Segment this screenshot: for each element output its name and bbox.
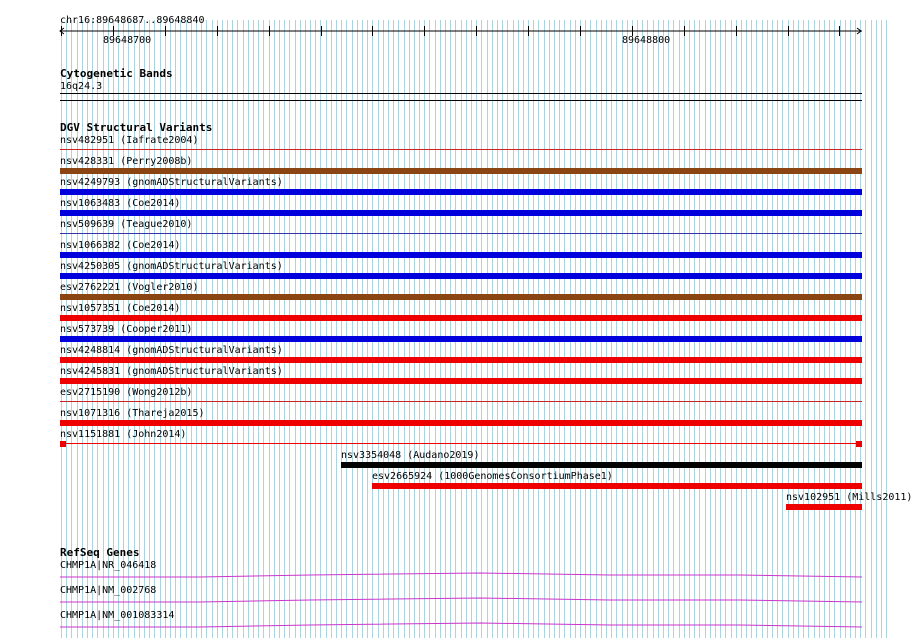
variant-label: nsv1151881 (John2014) <box>60 429 187 440</box>
variant-label: esv2715190 (Wong2012b) <box>60 387 193 398</box>
variant-bar[interactable] <box>60 252 862 258</box>
gene-label: CHMP1A|NM_002768 <box>60 585 157 596</box>
gene-model <box>60 573 862 577</box>
variant-bar[interactable] <box>60 315 862 321</box>
variant-block[interactable] <box>60 441 66 447</box>
cyto-band-label: 16q24.3 <box>60 81 103 92</box>
gene-model <box>60 623 862 627</box>
dgv-track-title[interactable]: DGV Structural Variants <box>60 121 213 134</box>
variant-label: nsv102951 (Mills2011) <box>786 492 912 503</box>
gene-label: CHMP1A|NR_046418 <box>60 560 157 571</box>
variant-bar[interactable] <box>60 149 862 150</box>
variant-label: nsv4250305 (gnomADStructuralVariants) <box>60 261 283 272</box>
variant-label: esv2665924 (1000GenomesConsortiumPhase1) <box>372 471 613 482</box>
refseq-track-title[interactable]: RefSeq Genes <box>60 546 140 559</box>
variant-label: nsv4245831 (gnomADStructuralVariants) <box>60 366 283 377</box>
variant-bar[interactable] <box>60 443 862 444</box>
variant-bar[interactable] <box>60 189 862 195</box>
variant-bar[interactable] <box>60 378 862 384</box>
variant-label: nsv573739 (Cooper2011) <box>60 324 193 335</box>
variant-bar[interactable] <box>60 357 862 363</box>
cyto-band-bar-lower <box>60 100 862 101</box>
variant-label: nsv1066382 (Coe2014) <box>60 240 181 251</box>
variant-label: nsv428331 (Perry2008b) <box>60 156 193 167</box>
variant-label: nsv1057351 (Coe2014) <box>60 303 181 314</box>
cyto-track-title[interactable]: Cytogenetic Bands <box>60 67 173 80</box>
variant-bar[interactable] <box>60 420 862 426</box>
variant-bar[interactable] <box>372 483 862 489</box>
variant-label: nsv1071316 (Thareja2015) <box>60 408 205 419</box>
variant-bar[interactable] <box>60 233 862 234</box>
variant-bar[interactable] <box>60 210 862 216</box>
ruler-tick-label: 89648700 <box>103 35 152 46</box>
variant-label: nsv4248814 (gnomADStructuralVariants) <box>60 345 283 356</box>
location-label: chr16:89648687..89648840 <box>60 15 205 26</box>
variant-label: nsv509639 (Teague2010) <box>60 219 193 230</box>
gene-model <box>60 598 862 602</box>
variant-label: nsv4249793 (gnomADStructuralVariants) <box>60 177 283 188</box>
cyto-band-bar[interactable] <box>60 93 862 94</box>
variant-label: nsv3354048 (Audano2019) <box>341 450 480 461</box>
variant-bar[interactable] <box>60 336 862 342</box>
variant-bar[interactable] <box>786 504 862 510</box>
refseq-gene-models[interactable] <box>0 560 890 638</box>
variant-label: nsv1063483 (Coe2014) <box>60 198 181 209</box>
gene-label: CHMP1A|NM_001083314 <box>60 610 175 621</box>
variant-bar[interactable] <box>60 401 862 402</box>
variant-bar[interactable] <box>60 294 862 300</box>
variant-block[interactable] <box>856 441 862 447</box>
variant-bar[interactable] <box>60 168 862 174</box>
variant-label: nsv482951 (Iafrate2004) <box>60 135 199 146</box>
variant-bar[interactable] <box>60 273 862 279</box>
ruler-tick-label: 89648800 <box>622 35 671 46</box>
variant-label: esv2762221 (Vogler2010) <box>60 282 199 293</box>
variant-bar[interactable] <box>341 462 862 468</box>
